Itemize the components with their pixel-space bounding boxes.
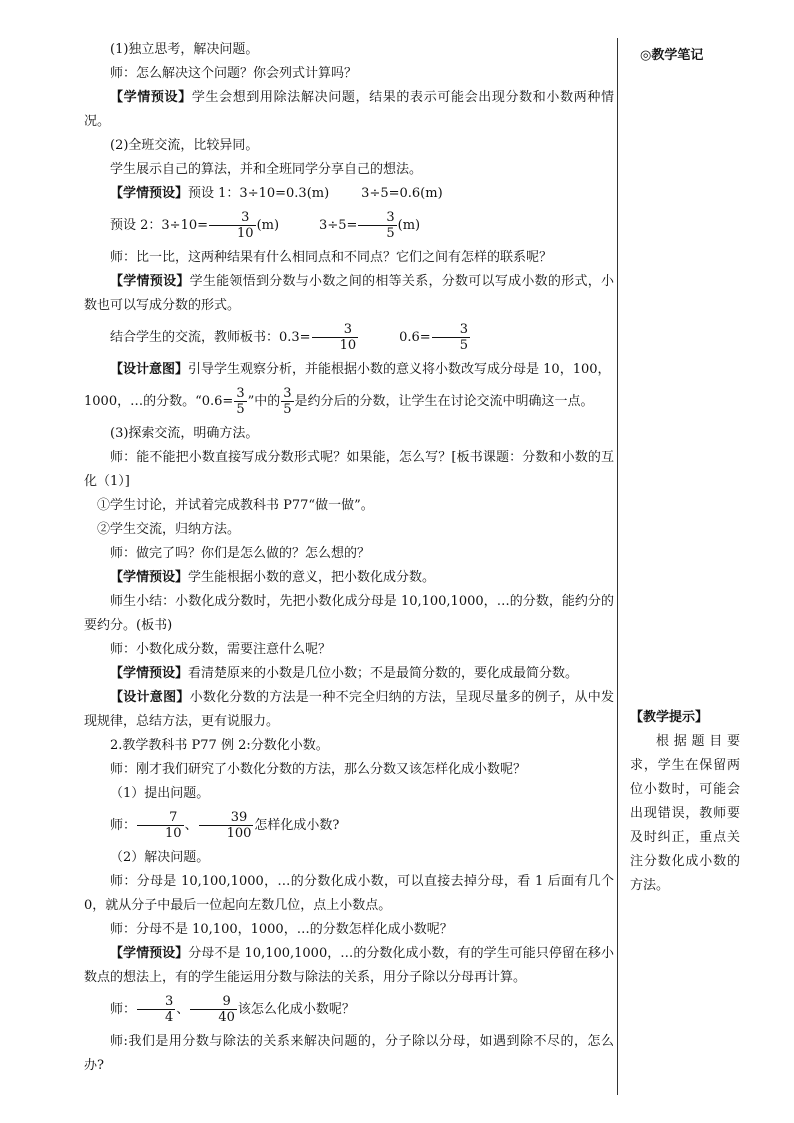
fraction: $\frac{3}{10}$ [209,210,256,241]
tag-design-intent: 【设计意图】 [110,362,189,377]
prediction-2-fraction: 预设 2：3÷10= $\frac{3}{10}$ (m) 3÷5= $\frac{3}{5}$ (m) [110,210,421,241]
prediction-1: 【学情预设】学生会想到用除法解决问题，结果的表示可能会出现分数和小数两种情况。 [84,90,614,129]
pose-problem: （1）提出问题。 [110,786,210,801]
teacher-question-10: 师:我们是用分数与除法的关系来解决问题的，分子除以分母，如遇到除不尽的，怎么办? [84,1034,614,1073]
fraction: $\frac{3}{5}$ [236,386,245,417]
tag-prediction: 【学情预设】 [110,666,189,681]
teacher-question-2: 师：比一比，这两种结果有什么相同点和不同点？它们之间有怎样的联系呢？ [110,250,553,265]
tip-title: 【教学提示】 [630,710,709,725]
step-3: (3)探索交流，明确方法。 [110,426,259,441]
prediction-4: 【学情预设】学生能根据小数的意义，把小数化成分数。 [110,570,436,585]
teacher-explanation: 师：分母是 10,100,1000，…的分数化成小数，可以直接去掉分母，看 1 后面有几个 0，就从分子中最后一位起向左数几位，点上小数点。 [84,874,614,913]
tag-prediction: 【学情预设】 [110,90,192,105]
column-divider [617,38,618,1095]
prediction-2: 【学情预设】预设 1：3÷10=0.3(m) 3÷5=0.6(m) [110,186,443,201]
lesson-body [84,38,614,1078]
prediction-3: 【学情预设】学生能领悟到分数与小数之间的相等关系，分数可以写成小数的形式，小数也可以写成分数的形式。 [84,274,614,313]
teacher-question-9: 师： $\frac{3}{4}$ 、 $\frac{9}{40}$ 该怎么化成小数呢？ [110,994,355,1025]
teacher-question-4: 师：做完了吗？你们是怎么做的？怎么想的？ [110,546,371,561]
fraction: $\frac{3}{5}$ [358,210,396,241]
solve-problem: （2）解决问题。 [110,850,210,865]
prediction-5: 【学情预设】看清楚原来的小数是几位小数；不是最简分数的，要化成最简分数。 [110,666,579,681]
fraction: $\frac{3}{5}$ [432,322,470,353]
fraction: $\frac{3}{5}$ [283,386,292,417]
tag-prediction: 【学情预设】 [110,274,190,289]
fraction: $\frac{39}{100}$ [199,810,254,841]
fraction: $\frac{7}{10}$ [137,810,184,841]
notes-header: ◎教学笔记 [640,48,704,63]
step-2: (2)全班交流，比较异同。 [110,138,259,153]
teacher-question-8: 师：分母不是 10,100，1000，…的分数怎样化成小数呢？ [110,922,453,937]
design-intent-1: 【设计意图】引导学生观察分析，并能根据小数的意义将小数改写成分母是 10，100， [110,362,611,377]
example-2: 2.教学教科书 P77 例 2:分数化小数。 [110,738,329,753]
tag-prediction: 【学情预设】 [110,946,189,961]
prediction-6: 【学情预设】分母不是 10,100,1000，…的分数化成小数，有的学生可能只停留在移小数点的想法上，有的学生能运用分数与除法的关系，用分子除以分母再计算。 [84,946,614,985]
summary: 师生小结：小数化成分数时，先把小数化成分母是 10,100,1000，…的分数，能约分的要约分。(板书) [84,594,614,633]
fraction: $\frac{3}{4}$ [137,994,175,1025]
tag-design-intent: 【设计意图】 [110,690,190,705]
discussion-2: ②学生交流，归纳方法。 [97,522,241,537]
fraction: $\frac{3}{10}$ [312,322,359,353]
students-share: 学生展示自己的算法，并和全班同学分享自己的想法。 [110,162,423,177]
teacher-question-7: 师： $\frac{7}{10}$ 、 $\frac{39}{100}$ 怎样化成小数? [110,810,340,841]
teaching-tip [630,706,740,898]
board-writing: 结合学生的交流，教师板书：0.3= $\frac{3}{10}$ 0.6= $\frac{3}{5}$ [110,322,468,353]
teacher-question-1: 师：怎么解决这个问题？你会列式计算吗？ [110,66,358,81]
teacher-question-5: 师：小数化成分数，需要注意什么呢？ [110,642,332,657]
tip-body: 根据题目要求，学生在保留两位小数时，可能会出现错误，教师要及时纠正，重点关注分数化成小数的方法。 [630,734,740,893]
tag-prediction: 【学情预设】 [110,570,189,585]
step-1: (1)独立思考，解决问题。 [110,42,259,57]
design-intent-1-cont: 1000，…的分数。“0.6= $\frac{3}{5}$ ”中的 $\frac{3}{5}$ 是约分后的分数，让学生在讨论交流中明确这一点。 [84,386,594,417]
discussion-1: ①学生讨论，并试着完成教科书 P77“做一做”。 [97,498,374,513]
fraction: $\frac{9}{40}$ [190,994,237,1025]
tag-prediction: 【学情预设】 [110,186,189,201]
teacher-question-6: 师：刚才我们研究了小数化分数的方法，那么分数又该怎样化成小数呢？ [110,762,527,777]
design-intent-2: 【设计意图】小数化分数的方法是一种不完全归纳的方法，呈现尽量多的例子，从中发现规律，总结方法，更有说服力。 [84,690,614,729]
teacher-question-3: 师：能不能把小数直接写成分数形式呢？如果能，怎么写？[板书课题：分数和小数的互化（1）] [84,450,614,489]
